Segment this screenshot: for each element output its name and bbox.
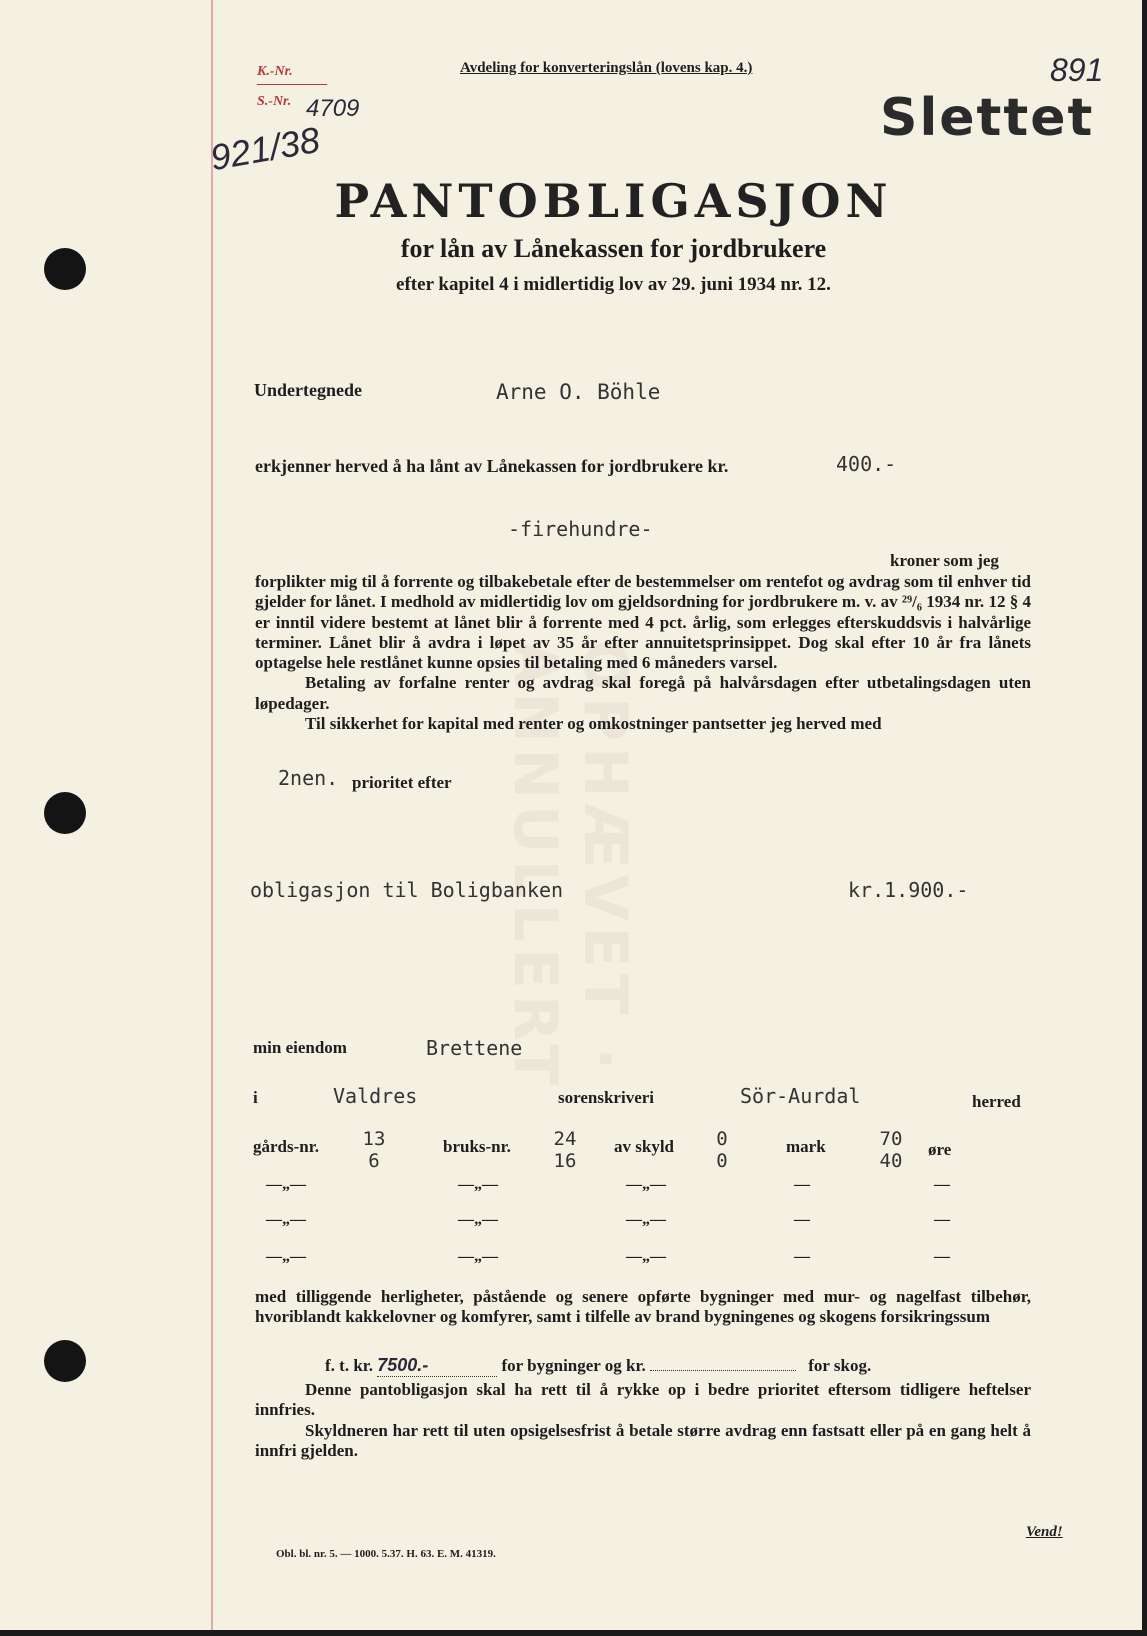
scan-edge-bottom [0,1630,1147,1636]
gards-nr [356,1128,392,1172]
ditto-dash: — [934,1248,950,1265]
estate-label: min eiendom [253,1038,347,1057]
prior-amount: kr.1.900.- [848,878,969,902]
ft-label: f. t. kr. [325,1356,374,1375]
punch-hole [44,792,86,834]
skyld-mark-2: 0 [716,1150,728,1172]
ditto-mark: —„— [458,1248,498,1265]
bruks-nr-1: 24 [553,1128,577,1150]
skyld-ore [876,1128,906,1172]
document-title: PANTOBLIGASJON [334,174,893,228]
bruks-nr [548,1128,582,1172]
loan-amount: 400.- [836,452,897,476]
terms-paragraph-3: Til sikkerhet for kapital med renter og omkostninger pantsetter jeg herved med [305,714,882,734]
s-nr-label: S.-Nr. [257,94,292,109]
ditto-dash: — [794,1176,810,1193]
skyld-ore-1: 70 [879,1128,903,1150]
ditto-mark: —„— [458,1176,498,1193]
skyld-mark-1: 0 [716,1128,728,1150]
closing-paragraph-1: med tilliggende herligheter, påstående og senere opførte bygninger med mur- og nagelfast tilbehør, hvoriblandt kakkelovner og komfyrer, samt i tilfelle av brand bygningenes og skogens forsikringssum [255,1287,1031,1327]
borrower-name: Arne O. Böhle [496,380,661,404]
ditto-mark: —„— [266,1176,306,1193]
district: Valdres [333,1084,418,1108]
prior-loan: obligasjon til Boligbanken [250,878,564,902]
ditto-mark: —„— [458,1211,498,1228]
ore-label: øre [928,1140,952,1159]
document-subtitle: for lån av Lånekassen for jordbrukere [400,234,827,263]
terms-text [255,572,1031,734]
skyld-mark [712,1128,732,1172]
sorenskriveri-label: sorenskriveri [558,1088,655,1107]
buildings-label: for bygninger og kr. [501,1356,646,1375]
terms-paragraph-2: Betaling av forfalne renter og avdrag skal foregå på halvårsdagen efter utbetalingsdagen uten løpedager. [255,673,1031,713]
turn-page-note: Vend! [1026,1524,1063,1540]
loan-amount-words: -firehundre- [508,517,653,541]
department-heading: Avdeling for konverteringslån (lovens kap. 4.) [460,60,753,76]
skyld-label: av skyld [614,1137,674,1156]
herred-label: herred [972,1092,1021,1111]
faint-watermark: OPHÆVET · ANNULLERT [500,640,640,1092]
form-code: Obl. bl. nr. 5. — 1000. 5.37. H. 63. E. M. 41319. [276,1548,496,1560]
borrower-label: Undertegnede [254,380,362,400]
acknowledge-text: erkjenner herved å ha lånt av Lånekassen for jordbrukere kr. [255,456,729,476]
page-number-hand: 891 [1050,52,1104,88]
ditto-mark: —„— [626,1248,666,1265]
gards-label: gårds-nr. [253,1137,319,1156]
gards-nr-1: 13 [362,1128,386,1150]
scan-edge-right [1142,0,1147,1636]
in-label: i [253,1088,258,1107]
closing-paragraph-2: Denne pantobligasjon skal ha rett til å rykke op i bedre prioritet eftersom tidligere heftelser innfries. [255,1380,1031,1420]
ditto-dash: — [934,1211,950,1228]
ditto-mark: —„— [266,1248,306,1265]
mark-label: mark [786,1137,826,1156]
s-nr-value: 4709 [306,95,360,122]
skyld-ore-2: 40 [879,1150,903,1172]
forest-label: for skog. [808,1356,872,1375]
law-reference: efter kapitel 4 i midlertidig lov av 29. juni 1934 nr. 12. [396,274,831,295]
ditto-dash: — [794,1211,810,1228]
terms-paragraph-1: forplikter mig til å forrente og tilbakebetale efter de bestemmelser om rentefot og avdrag som til enhver tid gjelder for lånet. I medhold av midlertidig lov om gjeldsordning for jordbrukere m. v. av ²⁹/₆ 1934 nr. 12 § 4 er inntil videre bestemt at lånet blir å forrente med 4 pct. årlig, som erlegges efterskuddsvis i halvårlige terminer. Lånet blir å avdra i løpet av 35 år efter annuitetsprinsippet. Dog skal efter 10 år fra lånets optagelse hele restlånet kunne opsies til betaling med 6 måneders varsel. [255,572,1031,673]
k-nr-label: K.-Nr. [257,64,293,79]
punch-hole [44,1340,86,1382]
ditto-dash: — [794,1248,810,1265]
bruks-label: bruks-nr. [443,1137,511,1156]
municipality: Sör-Aurdal [740,1084,861,1108]
margin-note: 921/38 [207,118,323,179]
insurance-line [325,1355,871,1377]
estate-name: Brettene [426,1036,523,1060]
ditto-mark: —„— [626,1211,666,1228]
ft-amount: 7500.- [377,1355,497,1377]
kroner-line: kroner som jeg [890,551,999,570]
priority-value: 2nen. [278,766,339,790]
slettet-stamp: Slettet [880,88,1095,148]
forest-amount-blank [650,1370,796,1371]
closing-text [255,1380,1031,1461]
ditto-mark: —„— [266,1211,306,1228]
gards-nr-2: 6 [368,1150,380,1172]
ditto-dash: — [934,1176,950,1193]
bruks-nr-2: 16 [553,1150,577,1172]
ditto-mark: —„— [626,1176,666,1193]
k-nr-underline [257,84,327,85]
priority-label: prioritet efter [352,773,452,792]
closing-paragraph-3: Skyldneren har rett til uten opsigelsesfrist å betale større avdrag enn fastsatt eller på en gang helt å innfri gjelden. [255,1420,1031,1460]
